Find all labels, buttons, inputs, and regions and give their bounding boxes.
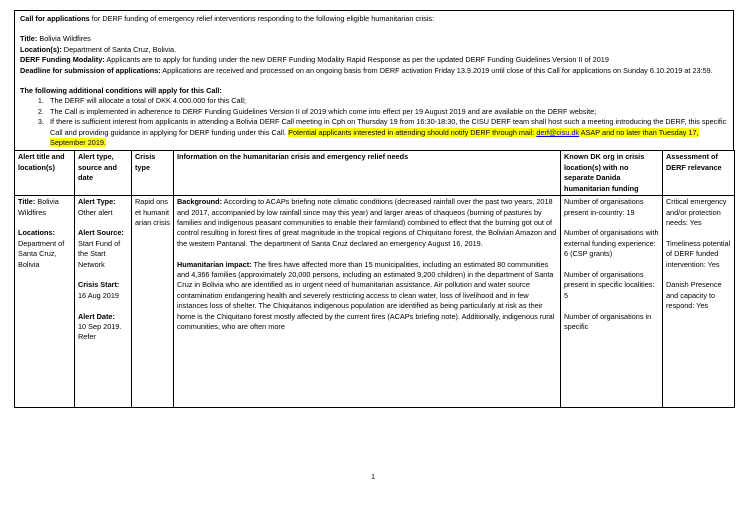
condition-item: 2. The Call is implemented in adherence to DERF Funding Guidelines Version II of 2019 which come into effect per 19 August 2019 and are available on the DERF website; (46, 107, 728, 117)
relevance-cell: Critical emergency and/or protection needs: Yes Timeliness potential of DERF funded intervention: Yes Danish Presence and capacity to respond: Yes (663, 196, 735, 408)
column-header: Alert type, source and date (75, 151, 132, 196)
highlighted-notice: Potential applicants interested in attending should notify DERF through mail: derf@cisu.dk ASAP and no later than Tuesday 17, September 2019. (50, 127, 699, 148)
column-header: Alert title and location(s) (15, 151, 75, 196)
call-funding-modality: DERF Funding Modality: Applicants are to apply for funding under the new DERF Funding Modality Rapid Response as per the updated DERF Funding Guidelines Version II of 2019 (20, 55, 609, 65)
alert-title-cell: Title: Bolivia Wildfires Locations: Department of Santa Cruz, Bolivia (15, 196, 75, 408)
call-intro-box (14, 10, 734, 150)
table-header-row (15, 151, 735, 196)
alert-table (14, 150, 735, 408)
table-row (15, 196, 735, 408)
call-title: Title: Bolivia Wildfires (20, 34, 91, 44)
column-header: Information on the humanitarian crisis and emergency relief needs (174, 151, 561, 196)
crisis-info-cell: Background: According to ACAPs briefing note climatic conditions (decreased rainfall over the past two years, 2018 and 2017, accompanied by low rainfall since may this year) and larger areas of chaqueos (burning of pastures by families and indigenous peasant communities to enable their farmland) combined to effect that the burning got out of control resulting in forest fires of great magnitude in the tropical regions of Chiquitano forest, the Bolivian Amazon and the western Pantanal. The department of Santa Cruz declared an emergency August 16, 2019. Humanitarian impact: The fires have affected more than 15 municipalities, including an estimated 80 communities and 4,366 families (approximately 20,000 persons, including an estimated 9,200 children) in the department of Santa Cruz in Bolivia who are identified as in urgent need of humanitarian assistance. Air pollution and water source contamination endangering health and severely restricting access to clean water, loss of livelihood and in few instances loss of shelter. The Chiquitanos indigenous population are identified as being particularly at risk as their home is the Chiquitano forest mostly affected by the current fires (ACAPs briefing note). Additionally, indigenous rural communities, who are often more (174, 196, 561, 408)
call-document (14, 10, 734, 408)
page-number: 1 (370, 472, 376, 481)
email-link[interactable]: derf@cisu.dk (536, 127, 580, 137)
condition-item: 3. If there is sufficient interest from applicants in attending a Bolivia DERF Call meeting in Cph on Thursday 19 from 16:30-18:30, the CISU DERF team shall host such a meeting introducing the DERF, this specific Call and providing guidance in applying for DERF funding under this Call. Potential applicants interested in attending should notify DERF through mail: derf@cisu.dk ASAP and no later than Tuesday 17, September 2019. (46, 117, 728, 148)
crisis-type-cell: Rapid onset humanitarian crisis (132, 196, 174, 408)
dk-org-cell: Number of organisations present in-country: 19 Number of organisations with external funding experience: 6 (CSP grants) Number of organisations present in specific localities: 5 Number of organisations in specific (561, 196, 663, 408)
condition-item: 1. The DERF will allocate a total of DKK 4.000.000 for this Call; (46, 96, 728, 106)
conditions-list (20, 96, 728, 148)
alert-type-cell: Alert Type: Other alert Alert Source: Start Fund of the Start Network Crisis Start: 16 Aug 2019 Alert Date: 10 Sep 2019. Refer (75, 196, 132, 408)
conditions-heading: The following additional conditions will apply for this Call: (20, 86, 222, 96)
call-heading: Call for applications for DERF funding of emergency relief interventions responding to the following eligible humanitarian crisis: (20, 14, 435, 23)
column-header: Known DK org in crisis location(s) with no separate Danida humanitarian funding (561, 151, 663, 196)
call-deadline: Deadline for submission of applications: Applications are received and processed on an ongoing basis from DERF activation Friday 13.9.2019 until close of this Call for applications on Sunday 6.10.2019 at 23:59. (20, 65, 713, 75)
column-header: Crisis type (132, 151, 174, 196)
column-header: Assessment of DERF relevance (663, 151, 735, 196)
call-location: Location(s): Department of Santa Cruz, Bolivia. (20, 44, 177, 54)
